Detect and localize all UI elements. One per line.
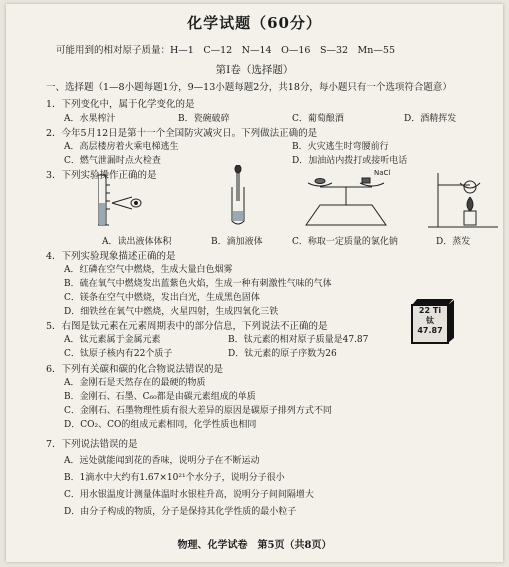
balance-scale-figure <box>306 178 386 225</box>
q7-option-a: A．远处就能闻到花的香味，说明分子在不断运动 <box>64 456 260 466</box>
q5-option-d: D．钛元素的原子序数为26 <box>228 349 337 359</box>
titanium-symbol: Ti <box>432 306 442 315</box>
q3-option-d: D．蒸发 <box>436 237 471 247</box>
titanium-number: 22 <box>418 306 431 315</box>
titanium-name: 钛 <box>426 316 434 325</box>
volume-title: 第Ⅰ卷（选择题） <box>215 64 294 76</box>
titanium-element-card <box>411 304 449 344</box>
exam-title: 化学试题（60分） <box>187 14 322 32</box>
nacl-label: NaCl <box>374 169 391 177</box>
q4-option-b: B．硫在氧气中燃烧发出蓝紫色火焰，生成一种有刺激性气味的气体 <box>64 279 332 289</box>
page-footer: 物理、化学试卷 第5页（共8页） <box>177 540 332 551</box>
q6-option-b: B．金刚石、石墨、C₆₀都是由碳元素组成的单质 <box>64 392 256 402</box>
question-4: 4．下列实验现象描述正确的是 <box>46 251 176 262</box>
q1-option-c: C．葡萄酿酒 <box>292 114 344 124</box>
q2-option-b: B．火灾逃生时弯腰前行 <box>292 142 389 152</box>
q5-option-b: B．钛元素的相对原子质量是47.87 <box>228 335 369 345</box>
q3-option-b: B．滴加液体 <box>211 237 263 247</box>
atomic-mass-line: 可能用到的相对原子质量：H—1 C—12 N—14 O—16 S—32 Mn—55 <box>56 45 395 56</box>
q2-option-d: D．加油站内拨打或接听电话 <box>292 156 408 166</box>
q6-option-d: D．CO₂、CO的组成元素相同，化学性质也相同 <box>64 420 257 430</box>
question-1: 1．下列变化中，属于化学变化的是 <box>46 99 195 110</box>
lab-operation-diagrams <box>98 165 498 231</box>
q4-option-a: A．红磷在空气中燃烧，生成大量白色烟雾 <box>64 265 233 275</box>
q1-option-b: B．瓷碗破碎 <box>178 114 230 124</box>
q6-option-a: A．金刚石是天然存在的最硬的物质 <box>64 378 206 388</box>
q6-option-c: C．金刚石、石墨物理性质有很大差异的原因是碳原子排列方式不同 <box>64 406 332 416</box>
q4-option-d: D．细铁丝在氧气中燃烧，火星四射，生成四氧化三铁 <box>64 307 279 317</box>
question-3: 3．下列实验操作正确的是 <box>46 170 157 181</box>
graduated-cylinder-figure <box>98 175 141 225</box>
q2-option-a: A．高层楼房着火乘电梯逃生 <box>64 142 179 152</box>
q7-option-b: B．1滴水中大约有1.67×10²¹个水分子，说明分子很小 <box>64 473 285 483</box>
question-6: 6．下列有关碳和碳的化合物说法错误的是 <box>46 364 224 375</box>
question-7: 7．下列说法错误的是 <box>46 439 138 450</box>
q1-option-a: A．水果榨汁 <box>64 114 116 124</box>
q4-option-c: C．镁条在空气中燃烧，发出白光，生成黑色固体 <box>64 293 260 303</box>
q3-option-c: C．称取一定质量的氯化钠 <box>292 237 398 247</box>
exam-page <box>6 4 503 562</box>
q7-option-d: D．由分子构成的物质，分子是保持其化学性质的最小粒子 <box>64 507 297 517</box>
dropper-test-tube-figure <box>232 165 244 224</box>
q5-option-a: A．钛元素属于金属元素 <box>64 335 161 345</box>
q7-option-c: C．用水银温度计测量体温时水银柱升高，说明分子间间隔增大 <box>64 490 314 500</box>
q5-option-c: C．钛原子核内有22个质子 <box>64 349 173 359</box>
q1-option-d: D．酒精挥发 <box>404 114 457 124</box>
q2-option-c: C．燃气泄漏时点火检查 <box>64 156 161 166</box>
titanium-mass: 47.87 <box>417 326 443 335</box>
q3-option-a: A．读出液体体积 <box>102 237 172 247</box>
question-5: 5．右图是钛元素在元素周期表中的部分信息，下列说法不正确的是 <box>46 321 328 332</box>
section-heading: 一、选择题（1—8小题每题1分，9—13小题每题2分，共18分，每小题只有一个选项符合题意） <box>46 82 452 93</box>
evaporation-setup-figure <box>428 173 498 227</box>
question-2: 2．今年5月12日是第十一个全国防灾减灾日。下列做法正确的是 <box>46 128 318 139</box>
